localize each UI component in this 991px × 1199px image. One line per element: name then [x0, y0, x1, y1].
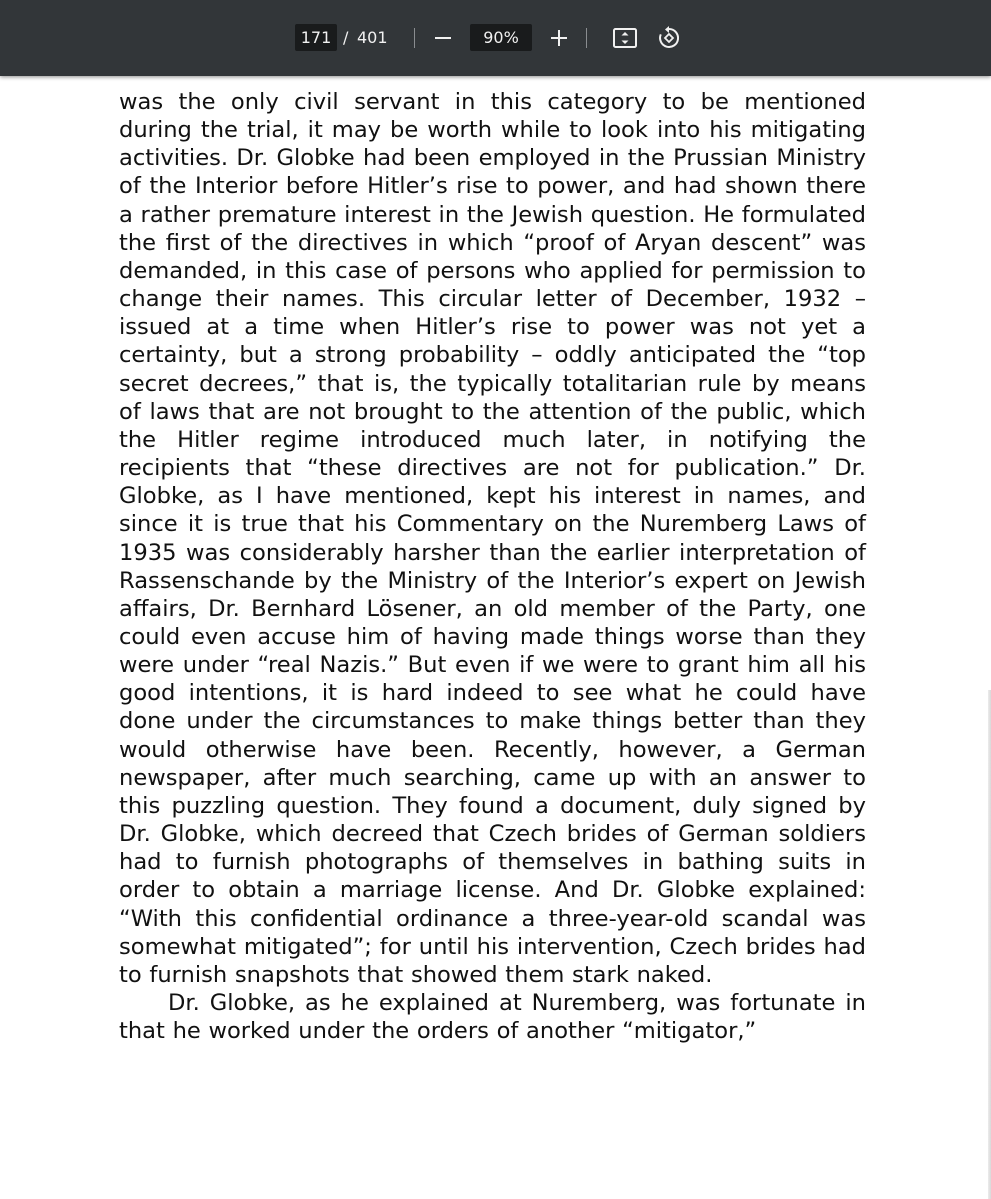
toolbar-divider: [586, 28, 587, 48]
paragraph: was the only civil servant in this category to be mentioned during the trial, it may be worth while to look into his mitigating activities. Dr. Globke had been employed in the Prussian Ministry of the Interior before Hitler’s rise to power, and had shown there a rather premature interest in the Jewish question. He formulated the first of the directives in which “proof of Aryan descent” was demanded, in this case of persons who applied for permission to change their names. This circular letter of December, 1932 – issued at a time when Hitler’s rise to power was not yet a certainty, but a strong probability – oddly anticipated the “top secret decrees,” that is, the typically totalitarian rule by means of laws that are not brought to the attention of the public, which the Hitler regime introduced much later, in notifying the recipients that “these directives are not for publication.” Dr. Globke, as I have mentioned, kept his interest in names, and since it is true that his Commentary on the Nuremberg Laws of 1935 was considerably harsher than the earlier interpretation of Rassenschande by the Ministry of the Interior’s expert on Jewish affairs, Dr. Bernhard Lösener, an old member of the Party, one could even accuse him of having made things worse than they were under “real Nazis.” But even if we were to grant him all his good intentions, it is hard indeed to see what he could have done under the circumstances to make things better than they would otherwise have been. Recently, however, a German newspaper, after much searching, came up with an answer to this puzzling question. They found a document, duly signed by Dr. Globke, which decreed that Czech brides of German soldiers had to furnish photographs of themselves in bathing suits in order to obtain a marriage license. And Dr. Globke explained: “With this confidential ordinance a three-year-old scandal was somewhat mitigated”; for until his intervention, Czech brides had to furnish snapshots that showed them stark naked.: [119, 89, 866, 988]
zoom-in-button[interactable]: [546, 26, 572, 50]
page-total: 401: [357, 28, 388, 47]
toolbar-divider: [414, 28, 415, 48]
rotate-button[interactable]: [654, 24, 684, 52]
fit-page-button[interactable]: [610, 24, 640, 52]
page-number-input[interactable]: 171: [295, 24, 337, 51]
zoom-level-input[interactable]: 90%: [470, 24, 532, 51]
paragraph: Dr. Globke, as he explained at Nuremberg, was fortunate in that he worked under the orders of another “mitigator,”: [119, 990, 866, 1045]
fit-page-icon: [612, 27, 638, 49]
pdf-toolbar: [0, 0, 991, 76]
rotate-icon: [656, 25, 682, 51]
page-separator: /: [343, 28, 349, 47]
document-page-text: [119, 88, 866, 1045]
minus-icon: [434, 29, 452, 47]
zoom-out-button[interactable]: [430, 26, 456, 50]
plus-icon: [550, 29, 568, 47]
